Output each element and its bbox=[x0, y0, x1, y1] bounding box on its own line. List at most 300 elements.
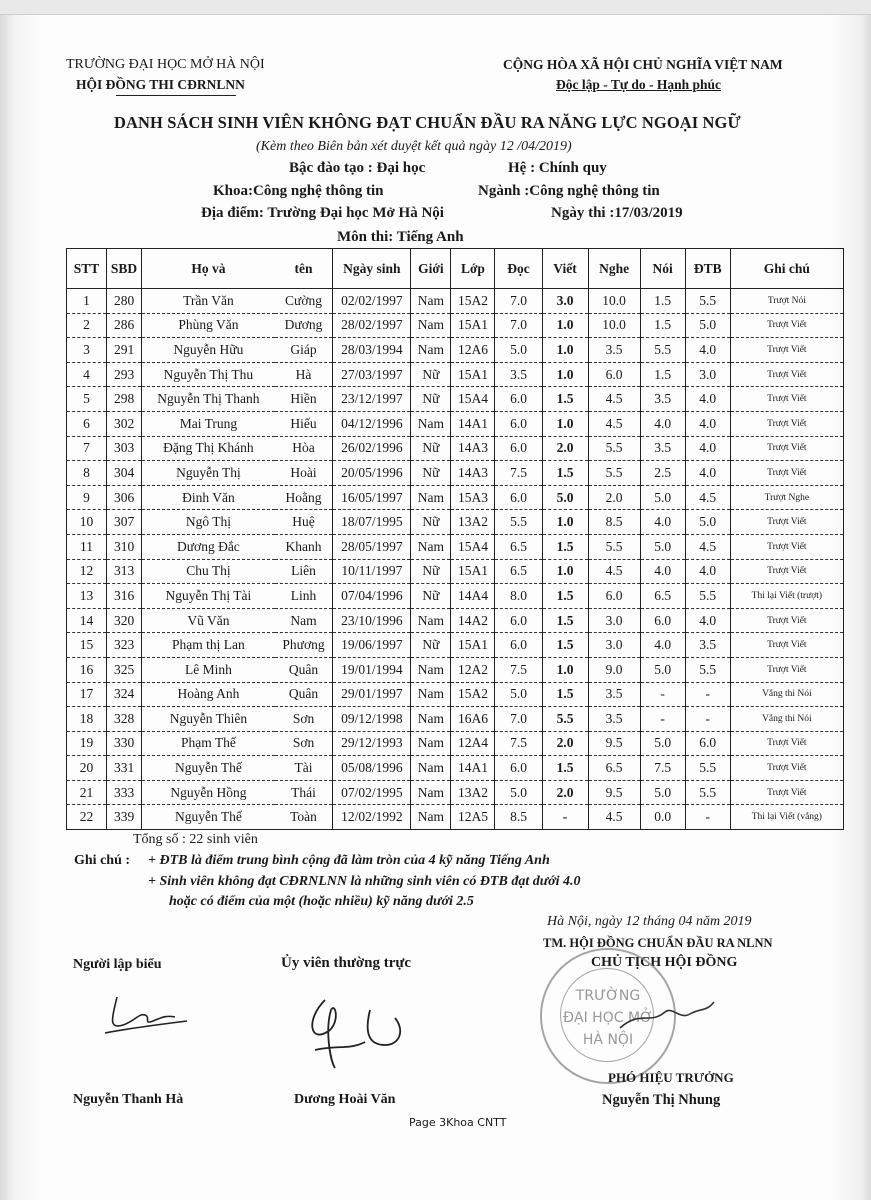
cell-nghe: 3.0 bbox=[588, 608, 640, 633]
cell-stt: 15 bbox=[67, 633, 107, 658]
cell-doc: 7.0 bbox=[495, 289, 542, 314]
table-row bbox=[67, 780, 844, 805]
cell-viet: 1.0 bbox=[542, 338, 588, 363]
cell-ten: Huệ bbox=[275, 510, 333, 535]
cell-viet: 1.0 bbox=[542, 313, 588, 338]
signature-1 bbox=[95, 985, 195, 1045]
cell-doc: 7.5 bbox=[495, 461, 542, 486]
table-row bbox=[67, 584, 844, 609]
cell-ho: Nguyễn Thiên bbox=[142, 707, 275, 732]
cell-noi: 4.0 bbox=[640, 510, 685, 535]
cell-ngay-sinh: 28/02/1997 bbox=[333, 313, 411, 338]
cell-lop: 13A2 bbox=[451, 510, 495, 535]
cell-lop: 14A2 bbox=[451, 608, 495, 633]
cell-ngay-sinh: 20/05/1996 bbox=[333, 461, 411, 486]
cell-ten: Quân bbox=[275, 682, 333, 707]
table-row bbox=[67, 707, 844, 732]
cell-viet: 3.0 bbox=[542, 289, 588, 314]
cell-nghe: 6.0 bbox=[588, 584, 640, 609]
cell-ten: Quân bbox=[275, 657, 333, 682]
total-count: Tổng số : 22 sinh viên bbox=[133, 832, 258, 847]
cell-dtb: 3.0 bbox=[685, 362, 730, 387]
stamp-line-1: TRƯỜNG bbox=[575, 988, 641, 1004]
cell-dtb: 5.5 bbox=[685, 289, 730, 314]
cell-noi: 7.5 bbox=[640, 756, 685, 781]
cell-sbd: 280 bbox=[107, 289, 142, 314]
cell-sbd: 324 bbox=[107, 682, 142, 707]
cell-ngay-sinh: 05/08/1996 bbox=[333, 756, 411, 781]
cell-ho: Lê Minh bbox=[142, 657, 275, 682]
cell-nghe: 8.5 bbox=[588, 510, 640, 535]
scan-top-edge bbox=[0, 0, 871, 15]
table-row bbox=[67, 289, 844, 314]
header-ngay-sinh: Ngày sinh bbox=[333, 249, 411, 289]
stamp-line-3: HÀ NỘI bbox=[582, 1032, 634, 1048]
cell-viet: 1.5 bbox=[542, 387, 588, 412]
cell-stt: 11 bbox=[67, 534, 107, 559]
cell-ten: Giáp bbox=[275, 338, 333, 363]
study-mode: Hệ : Chính quy bbox=[508, 160, 607, 176]
cell-doc: 5.0 bbox=[495, 780, 542, 805]
cell-ten: Toàn bbox=[275, 805, 333, 830]
cell-gioi: Nữ bbox=[411, 362, 451, 387]
table-row bbox=[67, 461, 844, 486]
cell-ghi-chu: Vắng thi Nói bbox=[730, 682, 843, 707]
cell-noi: 0.0 bbox=[640, 805, 685, 830]
cell-nghe: 3.5 bbox=[588, 682, 640, 707]
cell-stt: 4 bbox=[67, 362, 107, 387]
cell-ho: Phạm Thế bbox=[142, 731, 275, 756]
cell-viet: 1.5 bbox=[542, 584, 588, 609]
cell-stt: 16 bbox=[67, 657, 107, 682]
cell-ho: Nguyễn Hồng bbox=[142, 780, 275, 805]
cell-gioi: Nam bbox=[411, 338, 451, 363]
note-line-3: hoặc có điểm của một (hoặc nhiều) kỹ năng dưới 2.5 bbox=[169, 894, 474, 909]
cell-stt: 5 bbox=[67, 387, 107, 412]
table-row bbox=[67, 682, 844, 707]
cell-dtb: 4.0 bbox=[685, 338, 730, 363]
national-motto: Độc lập - Tự do - Hạnh phúc bbox=[556, 77, 722, 92]
cell-dtb: 4.0 bbox=[685, 559, 730, 584]
cell-viet: 1.0 bbox=[542, 510, 588, 535]
cell-ho: Nguyễn Thế bbox=[142, 756, 275, 781]
cell-ngay-sinh: 19/06/1997 bbox=[333, 633, 411, 658]
university-name: TRƯỜNG ĐẠI HỌC MỞ HÀ NỘI bbox=[66, 57, 265, 72]
cell-gioi: Nữ bbox=[411, 387, 451, 412]
cell-ngay-sinh: 29/12/1993 bbox=[333, 731, 411, 756]
document-subtitle: (Kèm theo Biên bản xét duyệt kết quả ngày 12 /04/2019) bbox=[256, 139, 572, 154]
cell-ho: Mai Trung bbox=[142, 411, 275, 436]
cell-noi: 3.5 bbox=[640, 436, 685, 461]
cell-ten: Phương bbox=[275, 633, 333, 658]
cell-nghe: 10.0 bbox=[588, 289, 640, 314]
cell-ghi-chu: Trượt Viết bbox=[730, 461, 843, 486]
stamp-line-2: ĐẠI HỌC MỞ bbox=[563, 1010, 653, 1026]
cell-gioi: Nam bbox=[411, 411, 451, 436]
cell-viet: - bbox=[542, 805, 588, 830]
cell-sbd: 331 bbox=[107, 756, 142, 781]
cell-lop: 12A5 bbox=[451, 805, 495, 830]
cell-dtb: - bbox=[685, 682, 730, 707]
cell-dtb: 4.0 bbox=[685, 608, 730, 633]
cell-dtb: 3.5 bbox=[685, 633, 730, 658]
table-row bbox=[67, 411, 844, 436]
cell-lop: 15A1 bbox=[451, 313, 495, 338]
cell-ngay-sinh: 18/07/1995 bbox=[333, 510, 411, 535]
cell-ho: Phạm thị Lan bbox=[142, 633, 275, 658]
cell-ten: Thái bbox=[275, 780, 333, 805]
cell-sbd: 333 bbox=[107, 780, 142, 805]
cell-lop: 16A6 bbox=[451, 707, 495, 732]
cell-viet: 2.0 bbox=[542, 731, 588, 756]
committee-org: TM. HỘI ĐỒNG CHUẨN ĐẦU RA NLNN bbox=[543, 936, 773, 950]
cell-ten: Cường bbox=[275, 289, 333, 314]
cell-lop: 15A2 bbox=[451, 682, 495, 707]
table-row bbox=[67, 633, 844, 658]
cell-ghi-chu: Trượt Viết bbox=[730, 633, 843, 658]
cell-stt: 10 bbox=[67, 510, 107, 535]
cell-lop: 12A6 bbox=[451, 338, 495, 363]
cell-ngay-sinh: 07/02/1995 bbox=[333, 780, 411, 805]
table-row bbox=[67, 436, 844, 461]
cell-lop: 14A4 bbox=[451, 584, 495, 609]
cell-viet: 1.5 bbox=[542, 608, 588, 633]
cell-ho: Dương Đắc bbox=[142, 534, 275, 559]
cell-ho: Hoàng Anh bbox=[142, 682, 275, 707]
cell-ten: Liên bbox=[275, 559, 333, 584]
cell-ten: Hà bbox=[275, 362, 333, 387]
cell-doc: 6.5 bbox=[495, 534, 542, 559]
cell-doc: 7.5 bbox=[495, 657, 542, 682]
cell-sbd: 306 bbox=[107, 485, 142, 510]
cell-doc: 5.0 bbox=[495, 682, 542, 707]
cell-ho: Vũ Văn bbox=[142, 608, 275, 633]
cell-dtb: 5.5 bbox=[685, 584, 730, 609]
cell-stt: 13 bbox=[67, 584, 107, 609]
cell-ghi-chu: Trượt Nói bbox=[730, 289, 843, 314]
cell-ten: Hoài bbox=[275, 461, 333, 486]
cell-stt: 9 bbox=[67, 485, 107, 510]
cell-gioi: Nam bbox=[411, 608, 451, 633]
cell-nghe: 4.5 bbox=[588, 559, 640, 584]
cell-lop: 15A4 bbox=[451, 387, 495, 412]
cell-nghe: 6.5 bbox=[588, 756, 640, 781]
table-row bbox=[67, 362, 844, 387]
cell-gioi: Nữ bbox=[411, 461, 451, 486]
cell-noi: 6.5 bbox=[640, 584, 685, 609]
cell-ghi-chu: Trượt Viết bbox=[730, 411, 843, 436]
cell-stt: 18 bbox=[67, 707, 107, 732]
header-ho: Họ và bbox=[142, 249, 275, 289]
cell-doc: 6.0 bbox=[495, 756, 542, 781]
cell-ho: Chu Thị bbox=[142, 559, 275, 584]
exam-subject: Môn thi: Tiếng Anh bbox=[337, 229, 464, 245]
cell-ghi-chu: Trượt Viết bbox=[730, 756, 843, 781]
header-sbd: SBD bbox=[107, 249, 142, 289]
cell-doc: 6.0 bbox=[495, 436, 542, 461]
cell-gioi: Nam bbox=[411, 485, 451, 510]
cell-gioi: Nữ bbox=[411, 559, 451, 584]
cell-dtb: - bbox=[685, 805, 730, 830]
cell-dtb: 4.0 bbox=[685, 436, 730, 461]
header-dtb: ĐTB bbox=[685, 249, 730, 289]
cell-ngay-sinh: 16/05/1997 bbox=[333, 485, 411, 510]
cell-ten: Hiền bbox=[275, 387, 333, 412]
cell-noi: - bbox=[640, 682, 685, 707]
cell-viet: 1.5 bbox=[542, 534, 588, 559]
header-gioi: Giới bbox=[411, 249, 451, 289]
cell-noi: 1.5 bbox=[640, 313, 685, 338]
cell-sbd: 286 bbox=[107, 313, 142, 338]
cell-viet: 5.5 bbox=[542, 707, 588, 732]
cell-ngay-sinh: 23/10/1996 bbox=[333, 608, 411, 633]
cell-doc: 6.5 bbox=[495, 559, 542, 584]
cell-doc: 7.0 bbox=[495, 313, 542, 338]
table-row bbox=[67, 657, 844, 682]
cell-ngay-sinh: 28/03/1994 bbox=[333, 338, 411, 363]
cell-ten: Hiếu bbox=[275, 411, 333, 436]
cell-noi: 5.0 bbox=[640, 534, 685, 559]
cell-nghe: 4.5 bbox=[588, 411, 640, 436]
cell-gioi: Nam bbox=[411, 707, 451, 732]
cell-gioi: Nữ bbox=[411, 584, 451, 609]
cell-lop: 15A1 bbox=[451, 633, 495, 658]
cell-viet: 1.0 bbox=[542, 411, 588, 436]
cell-viet: 2.0 bbox=[542, 780, 588, 805]
signer2-title: Ủy viên thường trực bbox=[281, 955, 412, 971]
cell-nghe: 3.5 bbox=[588, 338, 640, 363]
header-ghi-chu: Ghi chú bbox=[730, 249, 843, 289]
cell-ho: Phùng Văn bbox=[142, 313, 275, 338]
cell-viet: 1.0 bbox=[542, 657, 588, 682]
cell-dtb: 5.5 bbox=[685, 780, 730, 805]
cell-noi: 5.0 bbox=[640, 657, 685, 682]
cell-ho: Nguyễn Thế bbox=[142, 805, 275, 830]
cell-gioi: Nam bbox=[411, 780, 451, 805]
cell-sbd: 339 bbox=[107, 805, 142, 830]
cell-noi: 3.5 bbox=[640, 387, 685, 412]
cell-dtb: 4.0 bbox=[685, 411, 730, 436]
cell-noi: 4.0 bbox=[640, 411, 685, 436]
cell-stt: 22 bbox=[67, 805, 107, 830]
cell-stt: 21 bbox=[67, 780, 107, 805]
cell-ten: Tài bbox=[275, 756, 333, 781]
cell-doc: 5.5 bbox=[495, 510, 542, 535]
header-doc: Đọc bbox=[495, 249, 542, 289]
header-ten: tên bbox=[275, 249, 333, 289]
cell-ngay-sinh: 23/12/1997 bbox=[333, 387, 411, 412]
table-row bbox=[67, 534, 844, 559]
cell-noi: 1.5 bbox=[640, 362, 685, 387]
cell-stt: 14 bbox=[67, 608, 107, 633]
table-row bbox=[67, 731, 844, 756]
cell-ho: Nguyễn Hữu bbox=[142, 338, 275, 363]
cell-noi: 2.5 bbox=[640, 461, 685, 486]
signature-2 bbox=[295, 990, 425, 1070]
cell-gioi: Nam bbox=[411, 289, 451, 314]
vice-rector-title: PHÓ HIỆU TRƯỞNG bbox=[608, 1070, 734, 1085]
cell-doc: 6.0 bbox=[495, 411, 542, 436]
cell-sbd: 303 bbox=[107, 436, 142, 461]
cell-doc: 6.0 bbox=[495, 485, 542, 510]
cell-dtb: 5.5 bbox=[685, 756, 730, 781]
cell-sbd: 302 bbox=[107, 411, 142, 436]
cell-doc: 8.5 bbox=[495, 805, 542, 830]
header-nghe: Nghe bbox=[588, 249, 640, 289]
cell-gioi: Nữ bbox=[411, 510, 451, 535]
cell-lop: 15A4 bbox=[451, 534, 495, 559]
page-label: Page 3Khoa CNTT bbox=[409, 1116, 507, 1129]
header-stt: STT bbox=[67, 249, 107, 289]
cell-nghe: 5.5 bbox=[588, 534, 640, 559]
cell-stt: 1 bbox=[67, 289, 107, 314]
table-row bbox=[67, 313, 844, 338]
cell-ten: Nam bbox=[275, 608, 333, 633]
cell-ghi-chu: Trượt Viết bbox=[730, 534, 843, 559]
cell-stt: 2 bbox=[67, 313, 107, 338]
cell-lop: 15A1 bbox=[451, 559, 495, 584]
cell-gioi: Nam bbox=[411, 657, 451, 682]
note-line-1: + ĐTB là điểm trung bình cộng đã làm tròn của 4 kỹ năng Tiếng Anh bbox=[148, 853, 550, 868]
cell-ten: Hòa bbox=[275, 436, 333, 461]
cell-gioi: Nữ bbox=[411, 436, 451, 461]
cell-ten: Sơn bbox=[275, 731, 333, 756]
cell-noi: - bbox=[640, 707, 685, 732]
cell-ghi-chu: Trượt Viết bbox=[730, 559, 843, 584]
table-header-row bbox=[67, 249, 844, 289]
chair-title: CHỦ TỊCH HỘI ĐỒNG bbox=[591, 955, 738, 970]
cell-sbd: 304 bbox=[107, 461, 142, 486]
cell-nghe: 3.5 bbox=[588, 707, 640, 732]
cell-lop: 14A3 bbox=[451, 461, 495, 486]
cell-ngay-sinh: 19/01/1994 bbox=[333, 657, 411, 682]
cell-sbd: 328 bbox=[107, 707, 142, 732]
cell-noi: 5.0 bbox=[640, 780, 685, 805]
cell-doc: 6.0 bbox=[495, 387, 542, 412]
cell-ghi-chu: Trượt Viết bbox=[730, 436, 843, 461]
cell-dtb: 4.5 bbox=[685, 485, 730, 510]
cell-sbd: 298 bbox=[107, 387, 142, 412]
cell-ngay-sinh: 04/12/1996 bbox=[333, 411, 411, 436]
cell-sbd: 293 bbox=[107, 362, 142, 387]
cell-sbd: 330 bbox=[107, 731, 142, 756]
cell-lop: 12A2 bbox=[451, 657, 495, 682]
cell-ho: Nguyễn Thị bbox=[142, 461, 275, 486]
cell-lop: 15A2 bbox=[451, 289, 495, 314]
cell-nghe: 4.5 bbox=[588, 805, 640, 830]
cell-stt: 20 bbox=[67, 756, 107, 781]
cell-ho: Đặng Thị Khánh bbox=[142, 436, 275, 461]
cell-dtb: 4.0 bbox=[685, 387, 730, 412]
header-lop: Lớp bbox=[451, 249, 495, 289]
header-noi: Nói bbox=[640, 249, 685, 289]
cell-nghe: 9.5 bbox=[588, 780, 640, 805]
cell-ho: Trần Văn bbox=[142, 289, 275, 314]
cell-viet: 1.5 bbox=[542, 756, 588, 781]
table-row bbox=[67, 387, 844, 412]
cell-gioi: Nam bbox=[411, 756, 451, 781]
cell-noi: 1.5 bbox=[640, 289, 685, 314]
signature-3 bbox=[610, 990, 720, 1040]
cell-noi: 4.0 bbox=[640, 633, 685, 658]
cell-stt: 3 bbox=[67, 338, 107, 363]
cell-ghi-chu: Thi lại Viết (vắng) bbox=[730, 805, 843, 830]
cell-sbd: 310 bbox=[107, 534, 142, 559]
cell-sbd: 323 bbox=[107, 633, 142, 658]
cell-nghe: 4.5 bbox=[588, 387, 640, 412]
cell-ho: Ngô Thị bbox=[142, 510, 275, 535]
cell-nghe: 5.5 bbox=[588, 436, 640, 461]
note-label: Ghi chú : bbox=[74, 853, 131, 868]
header-left-underline bbox=[116, 95, 236, 96]
cell-ghi-chu: Trượt Nghe bbox=[730, 485, 843, 510]
cell-doc: 6.0 bbox=[495, 633, 542, 658]
cell-ghi-chu: Trượt Viết bbox=[730, 657, 843, 682]
cell-sbd: 316 bbox=[107, 584, 142, 609]
cell-nghe: 3.0 bbox=[588, 633, 640, 658]
cell-dtb: 6.0 bbox=[685, 731, 730, 756]
cell-ghi-chu: Trượt Viết bbox=[730, 608, 843, 633]
cell-ghi-chu: Thi lại Viết (trượt) bbox=[730, 584, 843, 609]
cell-gioi: Nam bbox=[411, 731, 451, 756]
exam-location: Địa điểm: Trường Đại học Mở Hà Nội bbox=[201, 205, 444, 221]
cell-ngay-sinh: 12/02/1992 bbox=[333, 805, 411, 830]
major: Ngành :Công nghệ thông tin bbox=[478, 183, 660, 199]
signer1-name: Nguyễn Thanh Hà bbox=[73, 1092, 184, 1107]
cell-ghi-chu: Trượt Viết bbox=[730, 338, 843, 363]
cell-nghe: 6.0 bbox=[588, 362, 640, 387]
table-row bbox=[67, 805, 844, 830]
cell-noi: 5.0 bbox=[640, 731, 685, 756]
cell-ho: Nguyễn Thị Thanh bbox=[142, 387, 275, 412]
cell-doc: 7.0 bbox=[495, 707, 542, 732]
cell-viet: 1.0 bbox=[542, 362, 588, 387]
cell-gioi: Nam bbox=[411, 682, 451, 707]
cell-ghi-chu: Trượt Viết bbox=[730, 731, 843, 756]
cell-ngay-sinh: 09/12/1998 bbox=[333, 707, 411, 732]
cell-ngay-sinh: 07/04/1996 bbox=[333, 584, 411, 609]
table-row bbox=[67, 485, 844, 510]
signer2-name: Dương Hoài Văn bbox=[294, 1092, 396, 1107]
sign-date: Hà Nội, ngày 12 tháng 04 năm 2019 bbox=[547, 914, 752, 929]
cell-viet: 1.5 bbox=[542, 633, 588, 658]
signer3-name: Nguyễn Thị Nhung bbox=[602, 1092, 721, 1108]
cell-lop: 15A1 bbox=[451, 362, 495, 387]
cell-stt: 6 bbox=[67, 411, 107, 436]
cell-noi: 4.0 bbox=[640, 559, 685, 584]
cell-nghe: 9.5 bbox=[588, 731, 640, 756]
education-level: Bậc đào tạo : Đại học bbox=[289, 160, 426, 176]
cell-lop: 15A3 bbox=[451, 485, 495, 510]
cell-nghe: 5.5 bbox=[588, 461, 640, 486]
cell-viet: 5.0 bbox=[542, 485, 588, 510]
cell-doc: 8.0 bbox=[495, 584, 542, 609]
cell-ho: Nguyễn Thị Thu bbox=[142, 362, 275, 387]
document-title: DANH SÁCH SINH VIÊN KHÔNG ĐẠT CHUẨN ĐẦU RA NĂNG LỰC NGOẠI NGỮ bbox=[114, 113, 741, 132]
cell-stt: 12 bbox=[67, 559, 107, 584]
cell-doc: 3.5 bbox=[495, 362, 542, 387]
cell-noi: 6.0 bbox=[640, 608, 685, 633]
cell-ten: Dương bbox=[275, 313, 333, 338]
cell-stt: 7 bbox=[67, 436, 107, 461]
table-row bbox=[67, 756, 844, 781]
cell-viet: 1.5 bbox=[542, 682, 588, 707]
cell-ten: Hoằng bbox=[275, 485, 333, 510]
cell-ghi-chu: Trượt Viết bbox=[730, 313, 843, 338]
cell-noi: 5.5 bbox=[640, 338, 685, 363]
table-row bbox=[67, 338, 844, 363]
cell-dtb: 5.5 bbox=[685, 657, 730, 682]
